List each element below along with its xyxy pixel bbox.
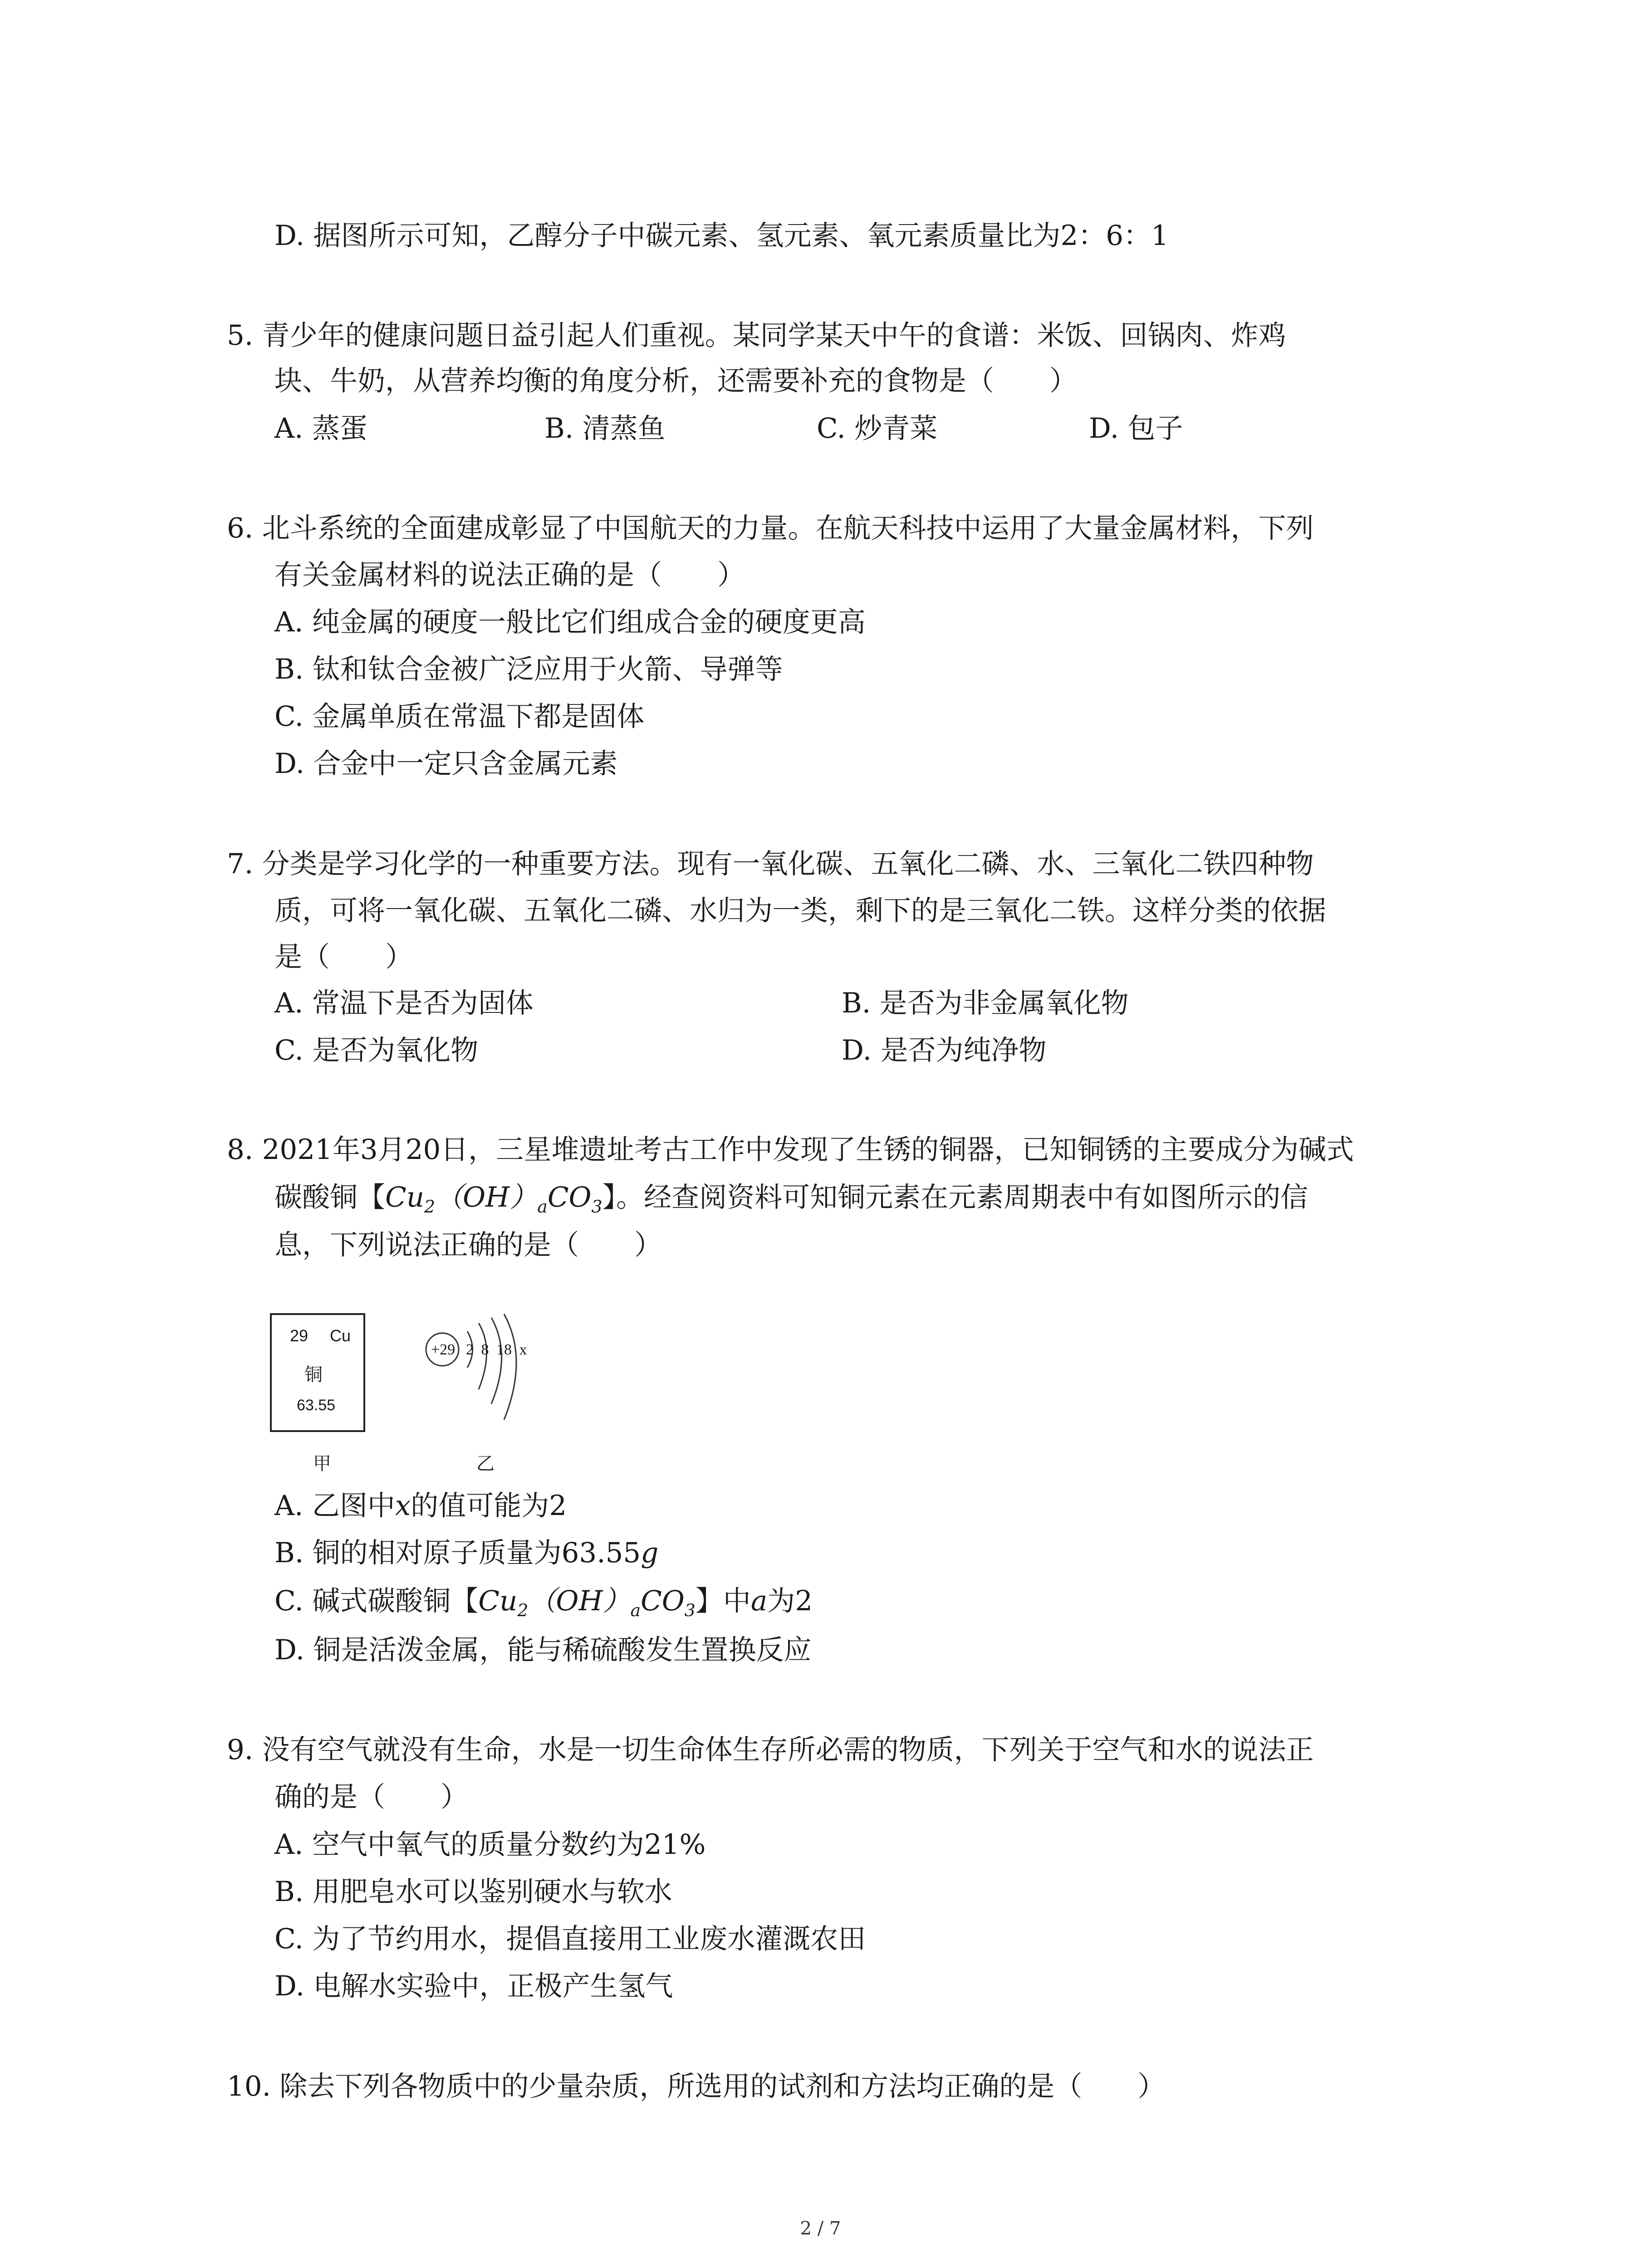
q7-stem-line2: 质，可将一氧化碳、五氧化二磷、水归为一类，剩下的是三氧化二铁。这样分类的依据 [274,894,1327,927]
q8-option-c [274,1583,813,1628]
formula-sub-a: a [537,1197,548,1217]
atomic-mass: 63.55 [297,1397,336,1414]
q6-option-d: D. 合金中一定只含金属元素 [274,748,618,780]
atomic-number: 29 [290,1326,309,1345]
q5-option-d: D. 包子 [1089,412,1183,445]
q9-stem-line1: 9. 没有空气就没有生命，水是一切生命体生存所必需的物质，下列关于空气和水的说法正 [227,1734,1314,1766]
option-text: A. 乙图中 [274,1490,395,1522]
atomic-structure-diagram [424,1313,569,1449]
formula-sub: 2 [424,1197,436,1217]
copper-figure [270,1313,724,1490]
q8-option-d: D. 铜是活泼金属，能与稀硫酸发生置换反应 [274,1634,812,1666]
q10-stem-line1: 10. 除去下列各物质中的少量杂质，所选用的试剂和方法均正确的是（ ） [227,2070,1166,2102]
option-text: C. 碱式碳酸铜【 [274,1585,479,1617]
formula-sub: 3 [684,1600,696,1621]
formula-oh: （OH） [435,1181,538,1213]
element-name: 铜 [304,1365,323,1385]
formula-cu: Cu [478,1585,518,1617]
q6-stem-line1: 6. 北斗系统的全面建成彰显了中国航天的力量。在航天科技中运用了大量金属材料，下列 [227,512,1314,544]
q7-option-d: D. 是否为纯净物 [842,1034,1047,1066]
formula-sub: 3 [591,1197,603,1217]
page-number: 2 / 7 [800,2218,841,2239]
periodic-table-cell [270,1313,365,1432]
q7-stem-line1: 7. 分类是学习化学的一种重要方法。现有一氧化碳、五氧化二磷、水、三氧化二铁四种物 [227,848,1314,880]
q7-option-b: B. 是否为非金属氧化物 [842,987,1129,1019]
figure-label-yi: 乙 [476,1454,495,1474]
option-text: 的值可能为2 [411,1490,567,1522]
q6-stem-line2: 有关金属材料的说法正确的是（ ） [274,559,745,591]
nucleus-charge: +29 [431,1341,456,1358]
q7-option-c: C. 是否为氧化物 [274,1034,479,1066]
variable-a: a [750,1585,768,1617]
formula-co: CO [547,1181,592,1213]
q9-option-c: C. 为了节约用水，提倡直接用工业废水灌溉农田 [274,1923,866,1955]
q4-option-d: D. 据图所示可知，乙醇分子中碳元素、氢元素、氧元素质量比为2：6：1 [274,220,1169,252]
q5-option-c: C. 炒青菜 [817,412,938,445]
formula-oh: （OH） [528,1585,631,1617]
variable-x: x [395,1490,411,1522]
formula-sub-a: a [630,1600,641,1621]
formula-co: CO [641,1585,685,1617]
q7-option-a: A. 常温下是否为固体 [274,987,534,1019]
option-text: 为2 [767,1585,813,1617]
q7-stem-line3: 是（ ） [274,941,413,973]
q8-stem-line3: 息，下列说法正确的是（ ） [274,1229,662,1261]
q9-stem-line2: 确的是（ ） [274,1781,469,1813]
q8-stem-text: 碳酸铜【 [274,1181,386,1213]
unit-g: g [641,1537,659,1569]
q9-option-d: D. 电解水实验中，正极产生氢气 [274,1970,673,2002]
element-symbol: Cu [330,1326,351,1345]
q8-stem-line1: 8. 2021年3月20日，三星堆遗址考古工作中发现了生锈的铜器，已知铜锈的主要成分为碱式 [227,1134,1354,1166]
q8-stem-line2 [274,1179,1308,1225]
q5-option-a: A. 蒸蛋 [274,412,367,445]
formula-cu: Cu [385,1181,424,1213]
q9-option-a: A. 空气中氧气的质量分数约为21% [274,1828,706,1861]
q8-option-b [274,1535,658,1571]
q5-stem-line1: 5. 青少年的健康问题日益引起人们重视。某同学某天中午的食谱：米饭、回锅肉、炸鸡 [227,319,1286,352]
figure-label-jia: 甲 [313,1454,331,1474]
q6-option-b: B. 钛和钛合金被广泛应用于火箭、导弹等 [274,653,783,685]
option-text: 】中 [695,1585,751,1617]
q8-option-a [274,1488,567,1524]
q5-stem-line2: 块、牛奶，从营养均衡的角度分析，还需要补充的食物是（ ） [274,365,1078,397]
electron-shells: 2 8 18 x [466,1341,527,1358]
q5-option-b: B. 清蒸鱼 [544,412,666,445]
option-text: B. 铜的相对原子质量为63.55 [274,1537,641,1569]
q9-option-b: B. 用肥皂水可以鉴别硬水与软水 [274,1876,672,1908]
q6-option-c: C. 金属单质在常温下都是固体 [274,700,645,733]
formula-sub: 2 [517,1600,529,1621]
q8-stem-text: 】。经查阅资料可知铜元素在元素周期表中有如图所示的信 [602,1181,1308,1213]
q6-option-a: A. 纯金属的硬度一般比它们组成合金的硬度更高 [274,606,866,638]
